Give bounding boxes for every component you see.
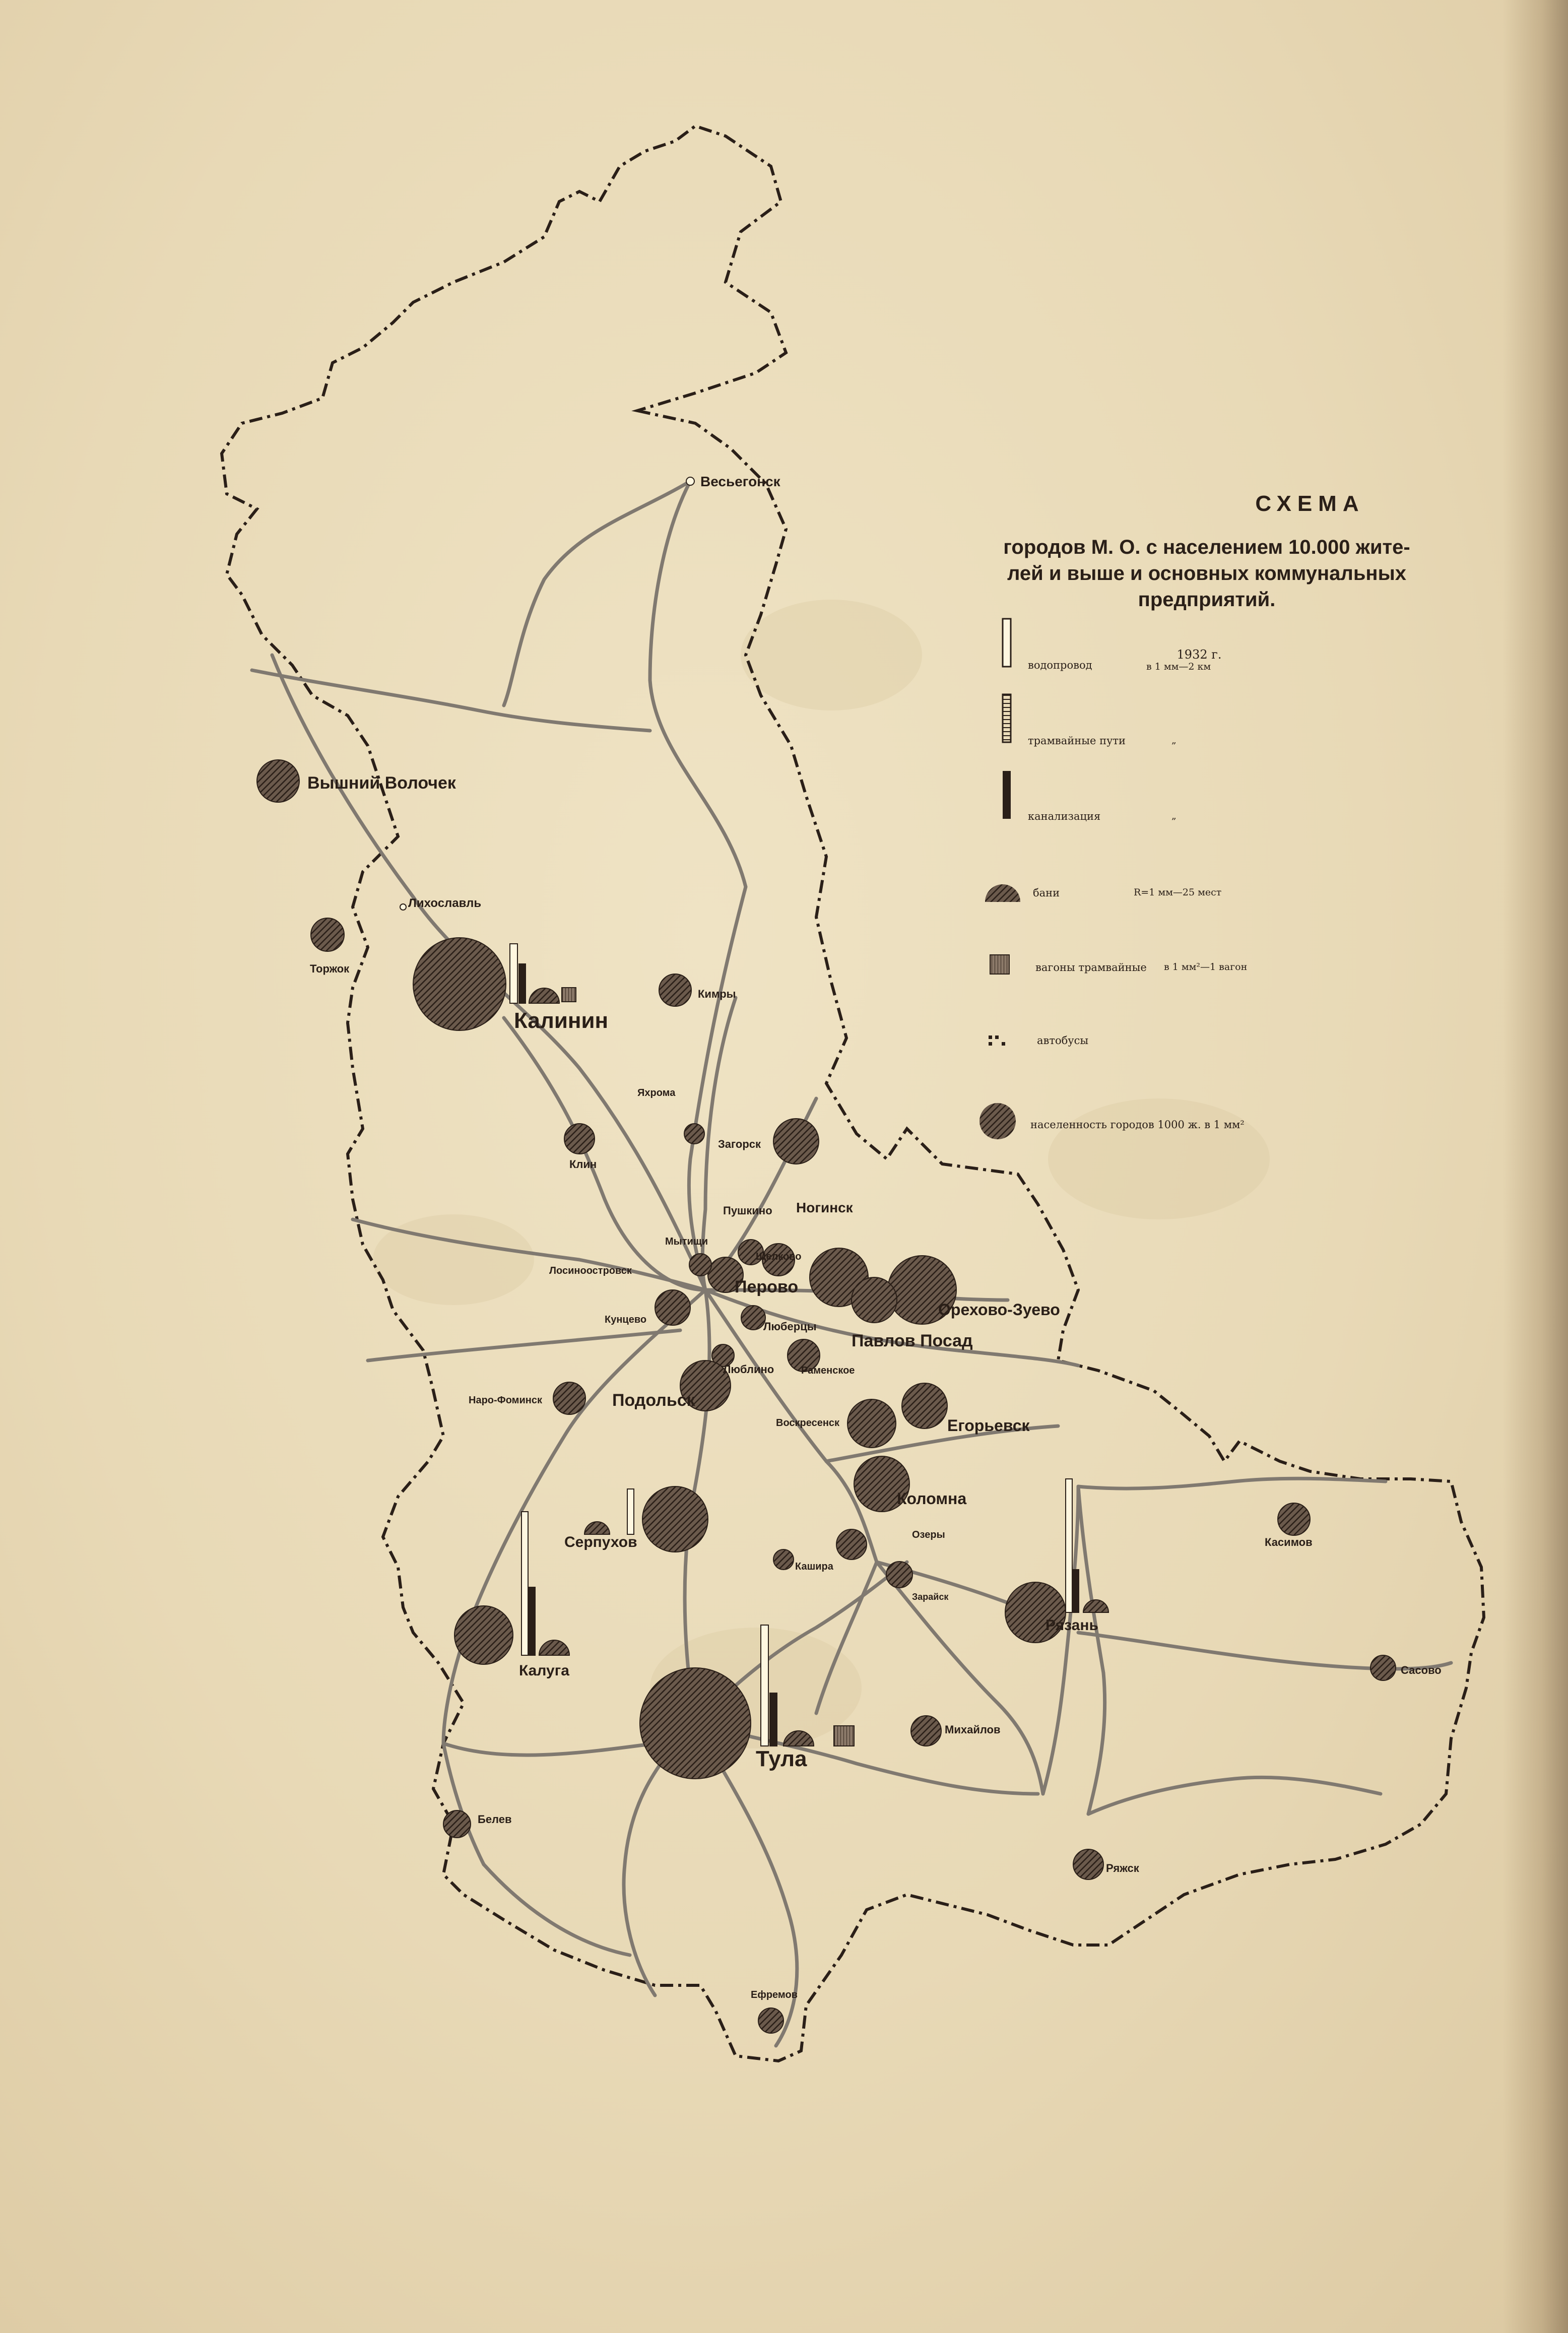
city-circle-pavlov-posad [852,1277,897,1323]
kalinin-water-bar [510,944,517,1003]
city-circle-sasovo [1370,1655,1396,1680]
label-torzhok: Торжок [310,962,350,975]
city-circle-ryazan [1005,1582,1066,1643]
serpukhov-water-bar [627,1489,634,1534]
label-orekhovo-zuevo: Орехово-Зуево [938,1301,1060,1319]
tula-tram-cars [834,1726,854,1746]
city-circle-vyshny-volochek [257,760,299,802]
city-circle-efremov [758,2008,783,2033]
city-dot-likhoslavl [400,904,406,910]
city-circle-kashira [773,1549,794,1570]
city-circle-zagorsk [773,1119,819,1164]
label-kaluga: Калуга [519,1662,569,1679]
legend-tram-track-bar [1003,694,1011,742]
label-kolomna: Коломна [897,1489,967,1508]
city-circle-serpukhov [642,1486,708,1552]
ryazan-sewer-bar [1073,1570,1079,1612]
city-circle-egorevsk [902,1383,947,1429]
city-circle-tula [640,1668,751,1779]
label-tula: Тула [756,1746,807,1771]
kaluga-water-bar [521,1512,528,1655]
kalinin-bath [529,988,559,1003]
legend-label-tram-tracks: трамвайные пути [1028,735,1126,747]
label-kashira: Кашира [795,1561,833,1572]
legend-subtitle [1003,534,1411,613]
city-circle-ryazhsk [1073,1849,1103,1880]
label-ryazhsk: Ряжск [1106,1862,1139,1874]
label-pushkino: Пушкино [723,1204,772,1217]
legend-note-tram-cars: в 1 мм²—1 вагон [1164,961,1248,973]
label-mikhaylov: Михайлов [945,1723,1001,1736]
legend-title: СХЕМА [1255,491,1365,516]
kaluga-bath [539,1640,569,1655]
city-circle-kaluga [454,1606,513,1664]
label-vyshny-volochek: Вышний Волочек [307,773,456,793]
city-circle-kalinin [413,938,506,1030]
legend-label-baths: бани [1033,887,1060,899]
label-shchelkovo: Щелково [756,1251,802,1262]
label-perovo: Перово [735,1277,799,1297]
legend-label-tram-cars: вагоны трамвайные [1035,961,1147,974]
legend-note-sewer: „ [1171,810,1177,821]
tula-sewer-bar [770,1693,777,1746]
city-circle-losinoostrovsk [689,1254,711,1276]
tula-water-bar [761,1625,768,1746]
city-circle-belev [443,1810,471,1838]
kaluga-sewer-bar [529,1587,535,1655]
legend-subtitle-line-3: предприятий. [1138,589,1276,611]
label-likhoslavl: Лихославль [408,896,482,910]
label-sasovo: Сасово [1401,1664,1442,1676]
legend-subtitle-line-2: лей и выше и основных коммунальных [1007,562,1406,585]
legend-note-baths: R=1 мм—25 мест [1134,887,1222,898]
label-serpukhov: Серпухов [564,1534,637,1550]
legend-label-population: населенность городов 1000 ж. в 1 мм² [1030,1119,1245,1131]
label-pavlov-posad: Павлов Посад [852,1331,973,1350]
legend-symbols [979,619,1020,1139]
label-klin: Клин [569,1158,597,1171]
city-circle-mikhaylov [911,1716,941,1746]
kalinin-sewer-bar [519,964,526,1003]
city-circle-torzhok [311,918,344,951]
city-circle-ozery [836,1529,867,1560]
label-podolsk: Подольск [612,1391,695,1410]
label-lyublino: Люблино [723,1363,774,1376]
label-belev: Белев [478,1813,512,1826]
legend-year: 1932 г. [1177,647,1222,662]
paper-stains [373,600,1270,1748]
label-kasimov: Касимов [1265,1536,1313,1548]
label-kuntsevo: Кунцево [605,1314,647,1325]
legend-bath-semicircle [985,884,1020,902]
label-noginsk: Ногинск [796,1200,853,1215]
label-efremov: Ефремов [751,1989,798,2000]
label-yakhroma: Яхрома [637,1087,676,1098]
city-circle-lyubertsy [741,1306,765,1330]
label-kimry: Кимры [698,988,736,1000]
book-spine-shadow [1502,0,1568,2333]
legend-subtitle-line-1: городов М. О. с населением 10.000 жите- [1003,536,1410,558]
kalinin-tram-cars [562,988,576,1002]
legend-label-sewer: канализация [1028,810,1101,822]
city-circle-klin [564,1124,595,1154]
region-boundary [222,126,1484,2061]
city-circle-naro-fominsk [553,1382,585,1414]
legend-tram-car-square [990,955,1009,974]
city-circle-kuntsevo [655,1290,690,1325]
label-naro-fominsk: Наро-Фоминск [469,1395,542,1406]
legend-note-tram-tracks: „ [1171,735,1177,746]
label-zaraysk: Зарайск [912,1592,949,1602]
label-mytishchi: Мытищи [665,1236,708,1247]
label-kalinin: Калинин [514,1008,609,1033]
label-zagorsk: Загорск [718,1138,761,1150]
legend-sewer-bar [1003,771,1011,819]
ryazan-bath [1083,1600,1108,1612]
label-ramenskoe: Раменское [801,1365,855,1376]
city-circle-yakhroma [684,1124,704,1144]
ryazan-water-bar [1066,1479,1072,1612]
serpukhov-bath [584,1522,610,1534]
label-egorevsk: Егорьевск [947,1416,1030,1435]
city-circle-voskresensk [847,1399,896,1448]
legend-population-circle [979,1103,1016,1139]
label-ozery: Озеры [912,1529,945,1540]
legend-water-pipe-bar [1003,619,1011,667]
label-losinoostrovsk: Лосиноостровск [549,1265,632,1276]
label-voskresensk: Воскресенск [776,1417,840,1429]
legend-label-water: водопровод [1028,659,1092,671]
label-vesegonsk: Весьегонск [700,474,780,489]
label-ryazan: Рязань [1046,1617,1098,1634]
legend-label-buses: автобусы [1037,1034,1089,1047]
city-circle-zaraysk [886,1562,912,1588]
legend-note-water: в 1 мм—2 км [1146,661,1211,672]
label-lyubertsy: Люберцы [763,1320,817,1333]
city-dot-vesegonsk [686,477,694,485]
city-circle-kimry [659,974,691,1006]
city-circle-kasimov [1278,1503,1310,1535]
legend-bus-dots [989,1035,1005,1046]
